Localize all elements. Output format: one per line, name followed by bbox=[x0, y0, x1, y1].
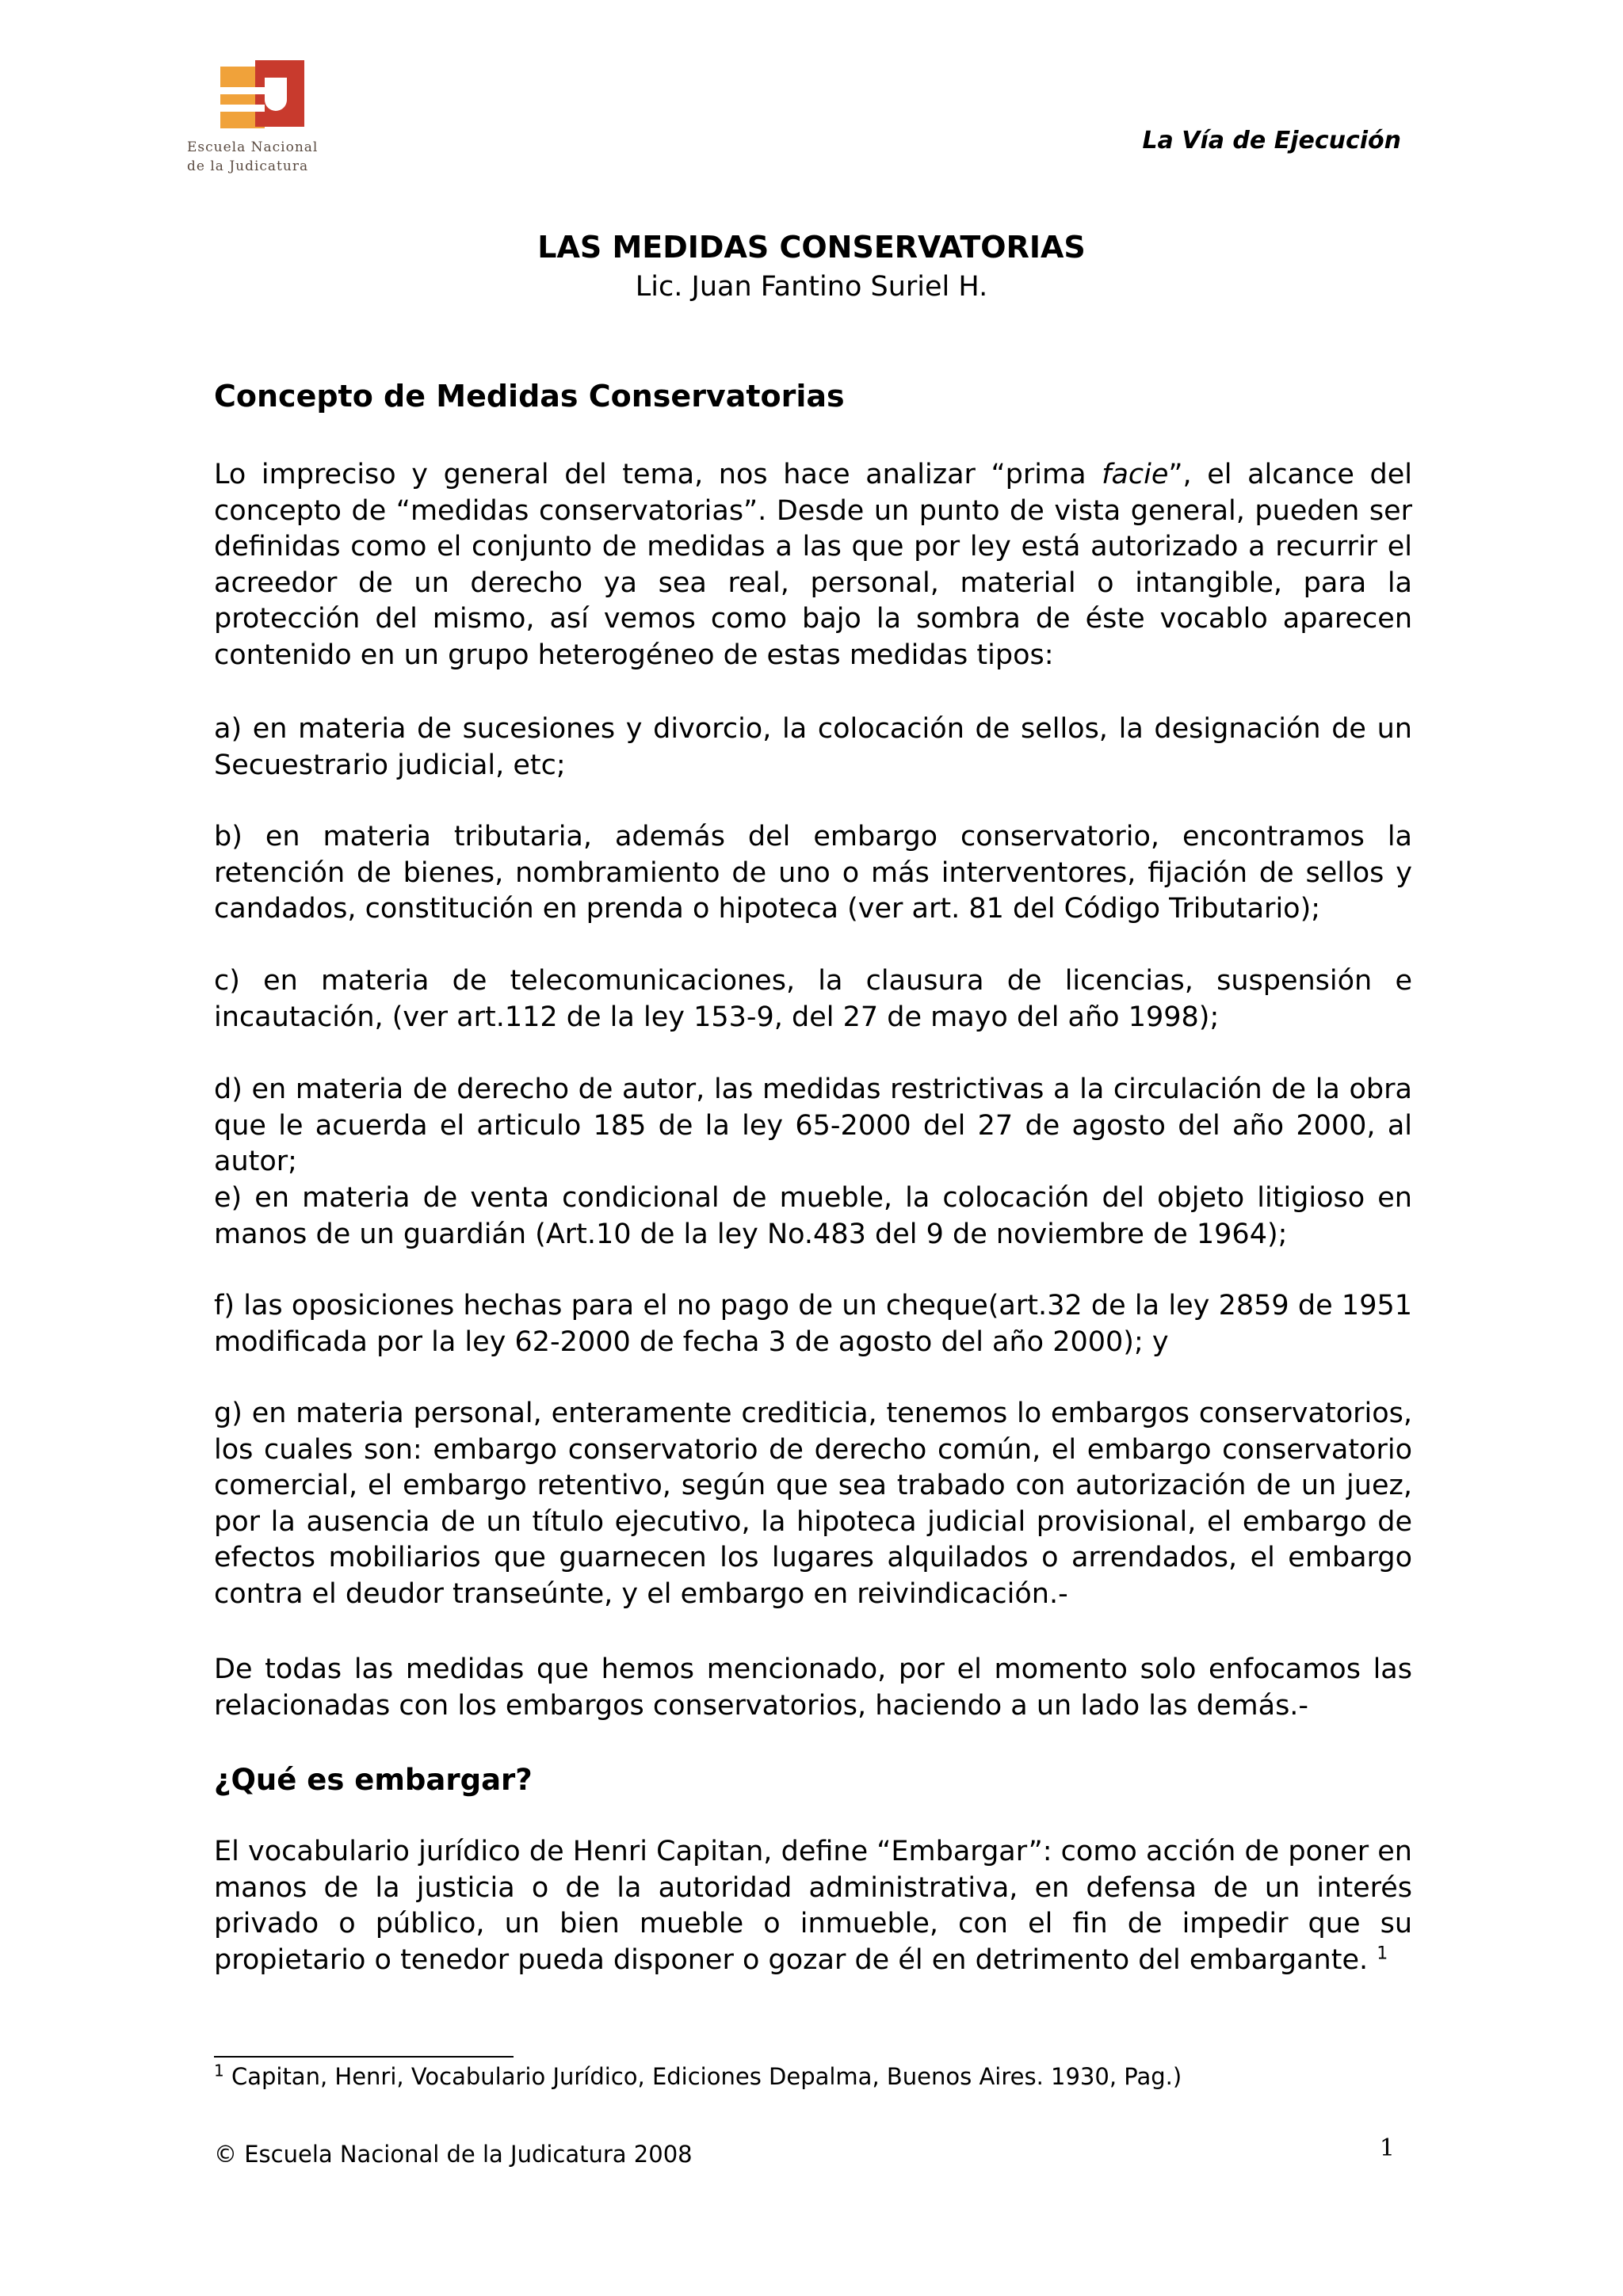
document-title: LAS MEDIDAS CONSERVATORIAS bbox=[537, 230, 1086, 265]
document-author: Lic. Juan Fantino Suriel H. bbox=[635, 271, 988, 303]
section-heading-concepto: Concepto de Medidas Conservatorias bbox=[214, 379, 845, 414]
list-item-d: d) en materia de derecho de autor, las medidas restrictivas a la circulación de la obra que le acuerda el articulo 185 de la ley 65-2000 del 27 de agosto del año 2000, al autor; bbox=[214, 1074, 1412, 1177]
list-item-b: b) en materia tributaria, además del embargo conservatorio, encontramos la retención de bienes, nombramiento de uno o más interventores, fijación de sellos y candados, constitución en prenda o hipoteca (ver art. 81 del Código Tributario); bbox=[214, 821, 1412, 925]
section-heading-embargar: ¿Qué es embargar? bbox=[214, 1763, 533, 1797]
footnote-text: Capitan, Henri, Vocabulario Jurídico, Ediciones Depalma, Buenos Aires. 1930, Pag.) bbox=[231, 2063, 1182, 2090]
paragraph-intro bbox=[214, 457, 1412, 673]
logo-mark-icon bbox=[220, 60, 315, 130]
logo-text bbox=[187, 138, 338, 176]
running-header-title: La Vía de Ejecución bbox=[1142, 127, 1401, 154]
footnote bbox=[214, 2063, 1182, 2090]
paragraph-todas: De todas las medidas que hemos mencionado, por el momento solo enfocamos las relacionadas con los embargos conservatorios, haciendo a un lado las demás.- bbox=[214, 1653, 1412, 1722]
footnote-reference: 1 bbox=[1377, 1943, 1388, 1963]
footnote-divider bbox=[214, 2056, 514, 2058]
intro-text-2: ”, el alcance del concepto de “medidas conservatorias”. Desde un punto de vista general, pueden ser definidas como el conjunto de medidas a las que por ley está autorizado a recurrir el acreedor de un derecho ya sea real, personal, material o intangible, para la protección del mismo, así vemos como bajo la sombra de éste vocablo aparecen contenido en un grupo heterogéneo de estas medidas tipos: bbox=[214, 459, 1412, 671]
logo-line-2: de la Judicatura bbox=[187, 158, 309, 174]
vocabulario-text: El vocabulario jurídico de Henri Capitan, define “Embargar”: como acción de poner en manos de la justicia o de la autoridad administrativa, en defensa de un interés privado o público, un bien mueble o inmueble, con el fin de impedir que su propietario o tenedor pueda disponer o gozar de él en detrimento del embargante. bbox=[214, 1836, 1412, 1976]
footnote-marker: 1 bbox=[214, 2061, 224, 2081]
page-number: 1 bbox=[1379, 2134, 1395, 2162]
intro-italic: facie bbox=[1102, 459, 1169, 490]
list-item-a: a) en materia de sucesiones y divorcio, la colocación de sellos, la designación de un Secuestrario judicial, etc; bbox=[214, 713, 1412, 781]
list-item-g: g) en materia personal, enteramente crediticia, tenemos lo embargos conservatorios, los cuales son: embargo conservatorio de derecho común, el embargo conservatorio comercial, el embargo retentivo, según que sea trabado con autorización de un juez, por la ausencia de un título ejecutivo, la hipoteca judicial provisional, el embargo de efectos mobiliarios que guarnecen los lugares alquilados o arrendados, el embargo contra el deudor transeúnte, y el embargo en reivindicación.- bbox=[214, 1398, 1412, 1610]
paragraph-vocabulario bbox=[214, 1834, 1412, 1978]
intro-text-1: Lo impreciso y general del tema, nos hace analizar “prima bbox=[214, 459, 1102, 490]
footer-copyright: © Escuela Nacional de la Judicatura 2008 bbox=[214, 2141, 693, 2168]
institution-logo bbox=[187, 60, 338, 176]
list-item-c: c) en materia de telecomunicaciones, la clausura de licencias, suspensión e incautación, (ver art.112 de la ley 153-9, del 27 de mayo del año 1998); bbox=[214, 965, 1412, 1033]
list-item-f: f) las oposiciones hechas para el no pago de un cheque(art.32 de la ley 2859 de 1951 modificada por la ley 62-2000 de fecha 3 de agosto del año 2000); y bbox=[214, 1290, 1412, 1358]
logo-line-1: Escuela Nacional bbox=[187, 139, 319, 155]
list-item-e: e) en materia de venta condicional de mueble, la colocación del objeto litigioso en manos de un guardián (Art.10 de la ley No.483 del 9 de noviembre de 1964); bbox=[214, 1182, 1412, 1250]
